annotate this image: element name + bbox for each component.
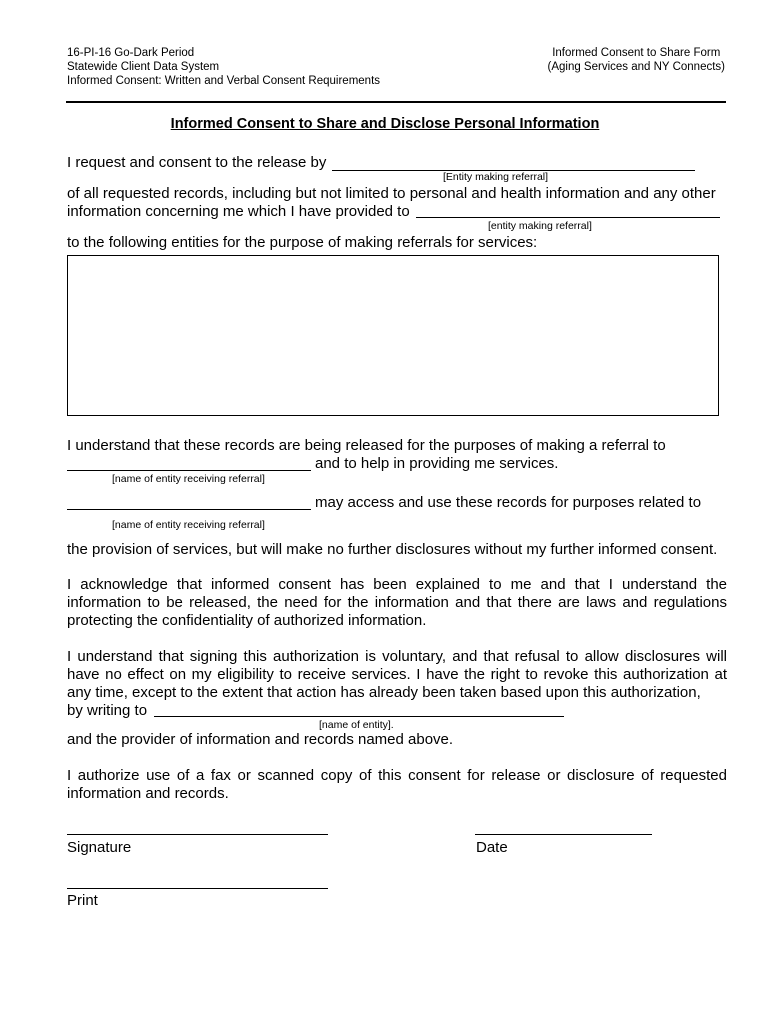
provided-to-text: information concerning me which I have provided to	[67, 203, 410, 220]
receiving-entity-label-1: [name of entity receiving referral]	[112, 473, 265, 485]
voluntary-paragraph: I understand that signing this authorization is voluntary, and that refusal to allow disclosures will have no effect on my eligibility to receive services. I have the right to revoke this authorization at any time, except to the extent that action has already been taken based upon this authorization,	[67, 648, 727, 701]
receiving-entity-label-2: [name of entity receiving referral]	[112, 519, 265, 531]
provision-text: the provision of services, but will make no further disclosures without my further informed consent.	[67, 541, 718, 558]
may-access-text: may access and use these records for purposes related to	[315, 494, 702, 511]
fax-authorization-paragraph: I authorize use of a fax or scanned copy of this consent for release or disclosure of requested information and records.	[67, 767, 727, 802]
records-text: of all requested records, including but not limited to personal and health information and any other	[67, 185, 716, 202]
provider-text: and the provider of information and records named above.	[67, 731, 454, 748]
print-label: Print	[67, 892, 98, 909]
header-left-line: Statewide Client Data System	[67, 61, 220, 73]
header-right-line: (Aging Services and NY Connects)	[547, 61, 725, 73]
help-providing-text: and to help in providing me services.	[315, 455, 559, 472]
signature-line[interactable]	[67, 834, 328, 835]
entity-provided-to-label: [entity making referral]	[488, 220, 592, 232]
by-writing-text: by writing to	[67, 702, 148, 719]
header-divider	[66, 101, 726, 103]
receiving-entity-field-1[interactable]	[67, 470, 311, 471]
form-title: Informed Consent to Share and Disclose Personal Information	[170, 116, 600, 132]
entity-provided-to-field[interactable]	[416, 217, 720, 218]
signature-label: Signature	[67, 839, 132, 856]
header-right	[548, 46, 726, 74]
print-name-line[interactable]	[67, 888, 328, 889]
understand-records-text: I understand that these records are being released for the purposes of making a referral to	[67, 437, 666, 454]
date-line[interactable]	[475, 834, 652, 835]
receiving-entities-box[interactable]	[67, 255, 719, 416]
date-label: Date	[476, 839, 508, 856]
header-left-line: Informed Consent: Written and Verbal Consent Requirements	[67, 75, 381, 87]
receiving-entity-field-2[interactable]	[67, 509, 311, 510]
entity-making-referral-label: [Entity making referral]	[443, 171, 549, 183]
header-right-line: Informed Consent to Share Form	[552, 47, 721, 59]
header-left	[67, 46, 380, 88]
acknowledge-paragraph: I acknowledge that informed consent has been explained to me and that I understand the information to be released, the need for the information and that there are laws and regulations protecting the confidentiality of authorized information.	[67, 576, 727, 629]
revocation-entity-field[interactable]	[154, 716, 564, 717]
following-entities-text: to the following entities for the purpose of making referrals for services:	[67, 234, 538, 251]
header-left-line: 16-PI-16 Go-Dark Period	[67, 47, 195, 59]
release-by-text: I request and consent to the release by	[67, 154, 327, 171]
revocation-entity-label: [name of entity].	[319, 719, 394, 731]
